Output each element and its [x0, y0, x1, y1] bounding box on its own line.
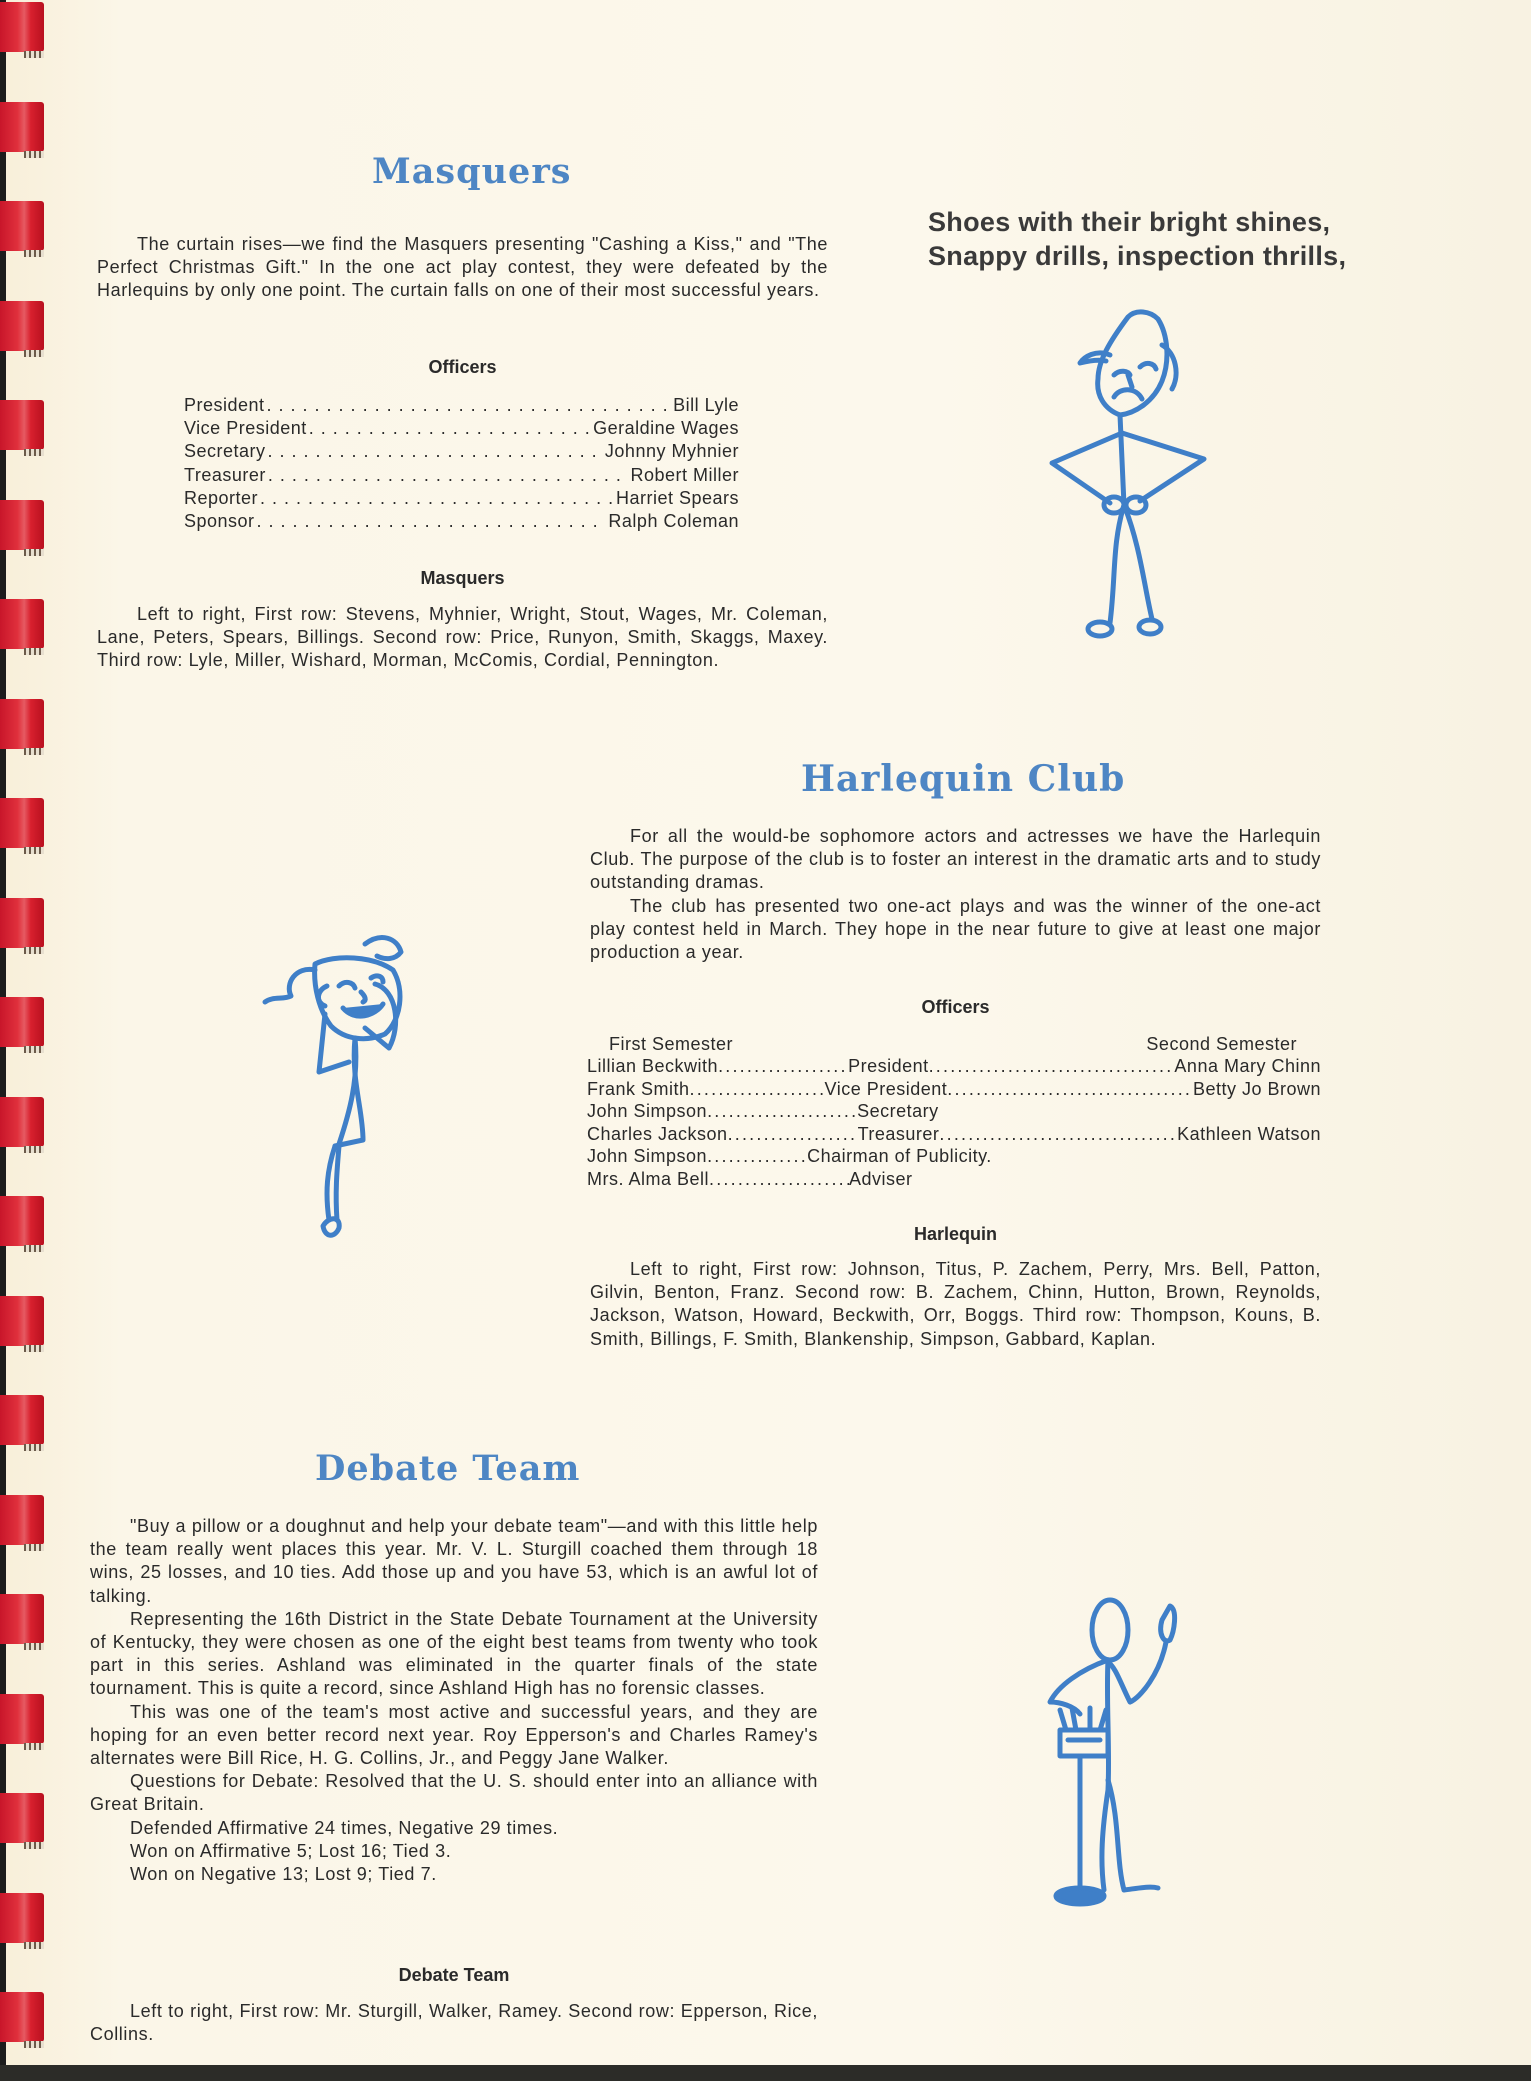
debate-stat: Won on Negative 13; Lost 9; Tied 7. — [130, 1864, 437, 1885]
officer-role: Vice President — [824, 1078, 948, 1099]
leader-dots — [947, 1078, 1193, 1101]
first-semester-label: First Semester — [609, 1034, 734, 1054]
leader-dots — [267, 394, 672, 417]
poem-line: Shoes with their bright shines, — [928, 207, 1331, 237]
first-semester-officer: John Simpson — [587, 1146, 708, 1167]
debate-paragraph: This was one of the team's most active and successful years, and they are hoping for an even better record next year. Roy Epperson's and Charles Ramey's alternates were Bill Rice, H. G. Collins, Jr., and Peggy Jane Walker. — [90, 1701, 818, 1769]
masquers-caption — [97, 603, 828, 673]
binding-ring — [0, 1097, 44, 1147]
officer-name: Johnny Myhnier — [604, 441, 739, 462]
harlequin-officer-row — [587, 1100, 1321, 1123]
binding-ring — [0, 1196, 44, 1246]
leader-dots — [707, 1145, 807, 1168]
officer-row — [184, 510, 739, 533]
harlequin-intro — [590, 825, 1321, 964]
binding-ring — [0, 997, 44, 1047]
harlequin-officer-row — [587, 1168, 1321, 1191]
leader-dots — [690, 1078, 825, 1101]
binding-ring — [0, 1893, 44, 1943]
first-semester-officer: Frank Smith — [587, 1078, 690, 1099]
first-semester-officer: Lillian Beckwith — [587, 1056, 719, 1076]
binding-ring — [0, 798, 44, 848]
binding-ring — [0, 599, 44, 649]
second-semester-officer: Anna Mary Chinn — [1174, 1056, 1321, 1076]
binding-ring — [0, 1495, 44, 1545]
harlequin-caption — [590, 1258, 1321, 1351]
tragedy-mask-figure-illustration — [1040, 305, 1220, 650]
debate-body — [90, 1515, 818, 1886]
officer-row — [184, 464, 739, 487]
masquers-intro-text: The curtain rises—we find the Masquers presenting "Cashing a Kiss," and "The Perfect Christmas Gift." In the one act play contest, they were defeated by the Harlequins by only one point. The curtain falls on one of their most successful years. — [97, 234, 828, 301]
officer-row — [184, 487, 739, 510]
harlequin-officer-rows — [587, 1055, 1321, 1191]
masquers-caption-text: Left to right, First row: Stevens, Myhnier, Wright, Stout, Wages, Mr. Coleman, Lane, Peters, Spears, Billings. Second row: Price, Runyon, Smith, Skaggs, Maxey. Third row: Lyle, Miller, Wishard, Morman, McComis, Cordial, Pennington. — [97, 604, 828, 671]
harlequin-officer-row — [587, 1055, 1321, 1078]
officer-role: Sponsor — [184, 511, 255, 532]
binding-ring — [0, 400, 44, 450]
first-semester-officer: Mrs. Alma Bell — [587, 1168, 710, 1189]
binding-ring — [0, 2, 44, 52]
harlequin-officers-table — [587, 1033, 1321, 1191]
officer-role: President — [184, 395, 265, 415]
first-semester-officer: John Simpson — [587, 1101, 708, 1122]
poem-line: Snappy drills, inspection thrills, — [928, 241, 1347, 271]
officer-name: Geraldine Wages — [593, 418, 739, 439]
officer-role: President — [848, 1056, 929, 1076]
harlequin-title: Harlequin Club — [801, 758, 1126, 800]
binding-ring — [0, 301, 44, 351]
leader-dots — [257, 510, 607, 533]
harlequin-officer-row — [587, 1145, 1321, 1168]
binding-ring — [0, 201, 44, 251]
second-semester-officer: Betty Jo Brown — [1192, 1078, 1321, 1099]
officer-role: Vice President — [184, 418, 307, 439]
binding-ring — [0, 1992, 44, 2042]
officer-role: Secretary — [857, 1101, 939, 1122]
debate-stat: Won on Affirmative 5; Lost 16; Tied 3. — [130, 1840, 452, 1861]
leader-dots — [268, 440, 603, 463]
debate-title: Debate Team — [315, 1448, 581, 1489]
leader-dots — [718, 1055, 848, 1078]
masquers-officers-heading: Officers — [428, 357, 497, 377]
leader-dots — [260, 487, 614, 510]
binding-ring — [0, 1594, 44, 1644]
harlequin-intro-paragraph: For all the would-be sophomore actors and actresses we have the Harlequin Club. The purpose of the club is to foster an interest in the dramatic arts and to study outstanding dramas. — [590, 826, 1321, 893]
debate-speaker-figure-illustration — [1020, 1590, 1180, 1915]
masquers-title: Masquers — [372, 151, 572, 192]
harlequin-intro-paragraph: The club has presented two one-act plays and was the winner of the one-act play contest held in March. They hope in the near future to give at least one major production a year. — [590, 895, 1321, 963]
harlequin-officers-heading: Officers — [921, 997, 990, 1017]
leader-dots — [709, 1168, 849, 1191]
leader-dots — [707, 1100, 857, 1123]
binding-ring — [0, 102, 44, 152]
masquers-caption-heading: Masquers — [420, 568, 505, 588]
officer-row — [184, 417, 739, 440]
officer-name: Robert Miller — [630, 464, 739, 485]
officer-role: Adviser — [849, 1168, 913, 1189]
poem-verse — [928, 205, 1346, 273]
first-semester-officer: Charles Jackson — [587, 1123, 728, 1144]
binding-ring — [0, 1296, 44, 1346]
page-bottom-edge — [0, 2065, 1531, 2081]
harlequin-caption-text: Left to right, First row: Johnson, Titus, P. Zachem, Perry, Mrs. Bell, Patton, Gilvin, Benton, Franz. Second row: B. Zachem, Chinn, Hutton, Brown, Reynolds, Jackson, Watson, Howard, Beckwith, Orr, Boggs. Third row: Thompson, Kouns, B. Smith, Billings, F. Smith, Blankenship, Simpson, Gabbard, Kaplan. — [590, 1259, 1321, 1349]
leader-dots — [728, 1123, 858, 1146]
debate-caption-text: Left to right, First row: Mr. Sturgill, Walker, Ramey. Second row: Epperson, Rice, Collins. — [90, 2001, 818, 2045]
officer-row — [184, 394, 739, 417]
debate-caption-heading: Debate Team — [398, 1965, 510, 1985]
officer-row — [184, 440, 739, 463]
officer-name: Bill Lyle — [673, 395, 739, 415]
binding-ring — [0, 1793, 44, 1843]
debate-stat: Defended Affirmative 24 times, Negative 29 times. — [130, 1817, 559, 1838]
harlequin-officer-row — [587, 1078, 1321, 1101]
leader-dots — [929, 1055, 1175, 1078]
officer-role: Treasurer — [857, 1123, 940, 1144]
harlequin-officer-row — [587, 1123, 1321, 1146]
debate-paragraph: Representing the 16th District in the State Debate Tournament at the University of Kentucky, they were chosen as one of the eight best teams from twenty who took part in this series. Ashland was eliminated in the quarter finals of the state tournament. This is quite a record, since Ashland High has no forensic classes. — [90, 1608, 818, 1699]
binding-ring — [0, 1694, 44, 1744]
second-semester-officer: Kathleen Watson — [1177, 1123, 1321, 1144]
binding-ring — [0, 1395, 44, 1445]
officer-role: Reporter — [184, 487, 259, 508]
officer-name: Harriet Spears — [615, 487, 739, 508]
debate-paragraph: Questions for Debate: Resolved that the U. S. should enter into an alliance with Great Britain. — [90, 1771, 818, 1815]
leader-dots — [268, 464, 629, 487]
semester-headers — [587, 1033, 1321, 1055]
debate-caption — [90, 2000, 818, 2046]
officer-name: Ralph Coleman — [608, 511, 739, 532]
binding-ring — [0, 500, 44, 550]
second-semester-label: Second Semester — [1146, 1034, 1297, 1054]
officer-role: Treasurer — [184, 464, 266, 485]
officer-role: Chairman of Publicity. — [807, 1146, 992, 1167]
debate-paragraph: "Buy a pillow or a doughnut and help your debate team"—and with this little help the team really went places this year. Mr. V. L. Sturgill coached them through 18 wins, 25 losses, and 10 ties. Add those up and you have 53, which is an awful lot of talking. — [90, 1516, 818, 1606]
binding-ring — [0, 898, 44, 948]
comedy-mask-figure-illustration — [255, 930, 435, 1255]
officer-role: Secretary — [184, 441, 266, 462]
binding-ring — [0, 699, 44, 749]
leader-dots — [309, 417, 591, 440]
harlequin-caption-heading: Harlequin — [913, 1224, 997, 1244]
masquers-officers-list — [184, 394, 739, 533]
leader-dots — [939, 1123, 1177, 1146]
masquers-intro — [97, 233, 828, 303]
